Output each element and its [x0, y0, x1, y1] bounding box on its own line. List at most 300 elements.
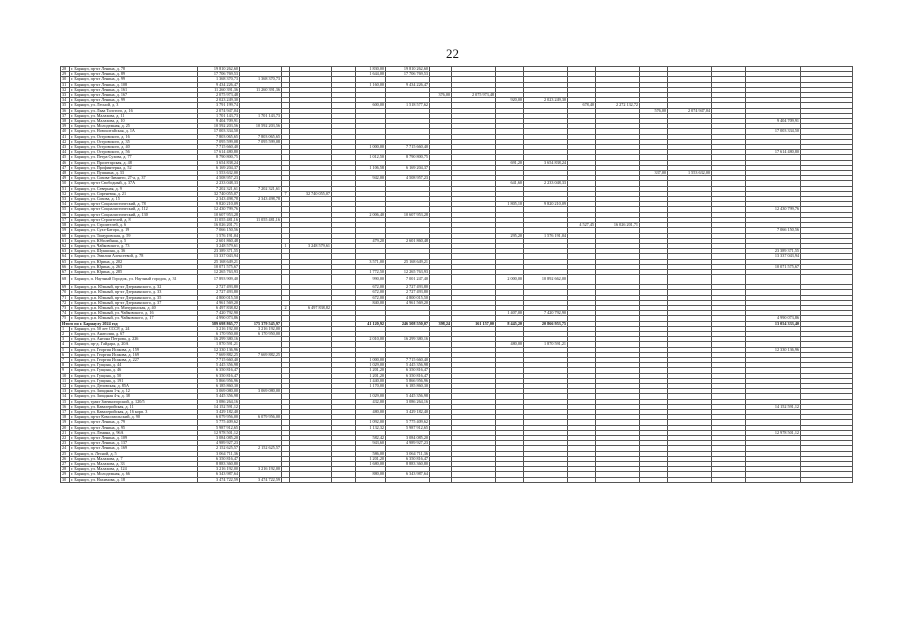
value-cell: 7 803 065,65: [240, 134, 282, 139]
value-cell: 3 474 722,59: [198, 477, 240, 482]
address-cell: г. Барнаул, пр-кт Ленина, д. 99: [70, 77, 198, 82]
row-number-cell: 59: [61, 228, 70, 233]
address-cell: г. Барнаул, ул. Гущина, д. 191: [70, 378, 198, 383]
value-cell: [668, 275, 712, 285]
address-cell: г. Барнаул, р.п. Южный, ул. Чайковского, д. 16: [70, 311, 198, 316]
value-cell: 3 654 838,24: [198, 160, 240, 165]
address-cell: г. Барнаул, ул. Ленина, д. 96А: [70, 430, 198, 435]
address-cell: г. Барнаул, ул. Молодежная, д. 25: [70, 124, 198, 129]
value-cell: 3 248 579,61: [290, 243, 332, 248]
value-cell: 3 791 199,74: [198, 103, 240, 108]
value-cell: [332, 275, 356, 285]
value-cell: 17 706 769,53: [198, 72, 240, 77]
address-cell: г. Барнаул, пр-кт Свободный, д. 37А: [70, 181, 198, 186]
row-number-cell: 12: [61, 383, 70, 388]
value-cell: 5 775 409,62: [198, 420, 240, 425]
value-cell: 4 961 569,20: [198, 300, 240, 305]
row-number-cell: 62: [61, 243, 70, 248]
row-number-cell: 17: [61, 410, 70, 415]
row-number-cell: 65: [61, 259, 70, 264]
value-cell: 11 055 481,16: [198, 217, 240, 222]
address-cell: г. Барнаул, пр-д. Гайдара, д. 20А: [70, 342, 198, 347]
value-cell: 1 870 591,21: [198, 342, 240, 347]
value-cell: 943,60: [356, 441, 386, 446]
value-cell: 19 810 262,60: [386, 67, 430, 72]
value-cell: 1 440,00: [356, 378, 386, 383]
value-cell: 3 429 182,40: [386, 410, 430, 415]
value-cell: 1 368 370,73: [198, 77, 240, 82]
value-cell: 672,00: [356, 290, 386, 295]
value-cell: 4 990 073,86: [746, 316, 801, 321]
row-number-cell: 27: [61, 462, 70, 467]
address-cell: г. Барнаул, ул. 50 лет СССР, д. 24: [70, 326, 198, 331]
value-cell: 41 120,92: [356, 321, 386, 326]
value-cell: 10 892 662,00: [524, 275, 568, 285]
value-cell: 11 055 481,16: [240, 217, 282, 222]
value-cell: 2 727 493,80: [386, 290, 430, 295]
address-cell: г. Барнаул, ул. Кавалерийская, д. 11: [70, 404, 198, 409]
row-number-cell: 7: [61, 357, 70, 362]
address-cell: г. Барнаул, пр-кт Ленина, д. 167: [70, 93, 198, 98]
address-cell: г. Барнаул, ул. Нахимова, д. 18: [70, 477, 198, 482]
value-cell: 17 003 334,50: [746, 129, 801, 134]
address-cell: г. Барнаул, пр-кт Ленина, д. 109: [70, 436, 198, 441]
address-cell: г. Барнаул, ул. Анатолия, д. 67: [70, 331, 198, 336]
address-cell: г. Барнаул, ул. Гущина, д. 44: [70, 363, 198, 368]
value-cell: 4 508 957,23: [386, 176, 430, 181]
value-cell: 376,00: [430, 93, 452, 98]
row-number-cell: 29: [61, 472, 70, 477]
value-cell: 6 170 950,00: [198, 331, 240, 336]
value-cell: [668, 477, 712, 482]
value-cell: 7 715 660,40: [386, 145, 430, 150]
value-cell: 12 430 799,76: [198, 207, 240, 212]
value-cell: 6 343 987,64: [198, 472, 240, 477]
value-cell: 6 350 816,47: [386, 456, 430, 461]
row-number-cell: 67: [61, 269, 70, 274]
value-cell: [746, 477, 801, 482]
address-cell: г. Барнаул, ул. Сизова, д. 15: [70, 197, 198, 202]
row-number-cell: 63: [61, 249, 70, 254]
value-cell: [596, 275, 640, 285]
value-cell: 2 075 973,48: [198, 93, 240, 98]
value-cell: 1 012,50: [356, 155, 386, 160]
value-cell: 6 350 816,47: [198, 373, 240, 378]
address-cell: г. Барнаул, ул. Шукшина, д. 36: [70, 249, 198, 254]
value-cell: 1 029,00: [356, 394, 386, 399]
value-cell: 6 185 860,30: [198, 383, 240, 388]
value-cell: [386, 477, 430, 482]
row-number-cell: 40: [61, 129, 70, 134]
value-cell: 3 086 264,16: [198, 399, 240, 404]
value-cell: 641,60: [496, 181, 524, 186]
row-number-cell: 64: [61, 254, 70, 259]
value-cell: 8 883 360,80: [198, 462, 240, 467]
value-cell: 12 330 136,96: [746, 347, 801, 352]
value-cell: 5 775 409,62: [386, 420, 430, 425]
row-number-cell: 18: [61, 415, 70, 420]
value-cell: [332, 477, 356, 482]
value-cell: 7: [282, 191, 290, 196]
row-number-cell: 53: [61, 197, 70, 202]
value-cell: 990,00: [356, 275, 386, 285]
address-cell: г. Барнаул, пр-кт Ленина, д. 78: [70, 67, 198, 72]
address-cell: г. Барнаул, ул. Пушкина, д. 33: [70, 171, 198, 176]
value-cell: 8 790 800,75: [386, 155, 430, 160]
value-cell: 14 152 591,12: [746, 404, 801, 409]
value-cell: 13 337 043,94: [746, 254, 801, 259]
value-cell: 678,40: [568, 103, 596, 108]
row-number-cell: 68: [61, 275, 70, 285]
value-cell: [356, 477, 386, 482]
value-cell: 1 000,00: [356, 357, 386, 362]
address-cell: г. Барнаул, пр-кт Ленина, д. 89: [70, 72, 198, 77]
row-number-cell: 28: [61, 67, 70, 72]
row-number-cell: 5: [61, 347, 70, 352]
row-number-cell: 22: [61, 436, 70, 441]
value-cell: [712, 477, 746, 482]
value-cell: 600,00: [356, 103, 386, 108]
address-cell: г. Барнаул, ул. Сиреневая, д. 21: [70, 191, 198, 196]
value-cell: 6 350 816,47: [386, 368, 430, 373]
row-number-cell: 74: [61, 311, 70, 316]
value-cell: 12 265 763,93: [386, 269, 430, 274]
value-cell: 1 106,58: [356, 165, 386, 170]
value-cell: 4 989 927,23: [198, 441, 240, 446]
row-number-cell: 24: [61, 446, 70, 451]
row-number-cell: 1: [61, 326, 70, 331]
value-cell: 4 508 957,23: [198, 176, 240, 181]
value-cell: 3 064 711,36: [198, 451, 240, 456]
value-cell: 7 001 247,40: [386, 275, 430, 285]
value-cell: 7 202 321,61: [198, 186, 240, 191]
value-cell: 7 420 792,90: [524, 311, 568, 316]
value-cell: 6 350 816,47: [198, 368, 240, 373]
value-cell: 4 527,45: [568, 223, 596, 228]
row-number-cell: 54: [61, 202, 70, 207]
value-cell: 4 800 015,50: [386, 295, 430, 300]
address-cell: г. Барнаул, ул. Юбилейная, д. 5: [70, 238, 198, 243]
value-cell: 25 168 649,21: [198, 259, 240, 264]
value-cell: 161 157,00: [452, 321, 496, 326]
value-cell: 582,42: [356, 436, 386, 441]
value-cell: 5 987 912,65: [198, 425, 240, 430]
value-cell: 1 518 577,62: [386, 103, 430, 108]
address-cell: г. Барнаул, пр-кт Социалистический, д. 78: [70, 202, 198, 207]
value-cell: 5 445 356,98: [198, 394, 240, 399]
row-number-cell: 6: [61, 352, 70, 357]
value-cell: 1 576 191,04: [524, 233, 568, 238]
value-cell: 3 069 080,00: [240, 389, 282, 394]
value-cell: 16 026 201,71: [198, 223, 240, 228]
value-cell: [452, 275, 496, 285]
row-number-cell: 51: [61, 186, 70, 191]
value-cell: 6 079 956,00: [240, 415, 282, 420]
value-cell: 7 066 150,56: [746, 228, 801, 233]
value-cell: 1 368 370,73: [240, 77, 282, 82]
value-cell: 2 272 132,72: [596, 103, 640, 108]
address-cell: г. Барнаул, ул. Георгия Исакова, д. 227: [70, 357, 198, 362]
value-cell: 9 434 226,47: [198, 82, 240, 87]
row-number-cell: 48: [61, 171, 70, 176]
value-cell: 3 084 085,20: [386, 436, 430, 441]
value-cell: 1 201,20: [356, 373, 386, 378]
row-number-cell: 44: [61, 150, 70, 155]
value-cell: 1 576 191,04: [198, 233, 240, 238]
value-cell: 16 026 201,71: [596, 223, 640, 228]
row-number-cell: 15: [61, 399, 70, 404]
row-number-cell: 58: [61, 223, 70, 228]
address-cell: г. Барнаул, р.п. Южный, пр-кт Дзержинского, д. 33: [70, 290, 198, 295]
row-number-cell: 3: [61, 337, 70, 342]
row-number-cell: 29: [61, 72, 70, 77]
address-cell: г. Барнаул, пр-кт Ленина, д. 108: [70, 82, 198, 87]
address-cell: г. Барнаул, пр-кт Социалистический, д. 112: [70, 207, 198, 212]
address-cell: г. Барнаул, ул. Малахова, д. 7: [70, 456, 198, 461]
value-cell: 2 343 498,78: [198, 197, 240, 202]
value-cell: 1: [282, 243, 290, 248]
row-number-cell: 61: [61, 238, 70, 243]
value-cell: 16 299 380,16: [198, 337, 240, 342]
value-cell: 880,00: [356, 472, 386, 477]
address-cell: г. Барнаул, ул. Западная 1-я, д. 12: [70, 389, 198, 394]
value-cell: [746, 275, 801, 285]
address-cell: г. Барнаул, р.п. Южный, пр-кт Дзержинского, д. 32: [70, 285, 198, 290]
value-cell: 4 990 073,86: [198, 316, 240, 321]
value-cell: 479,20: [356, 238, 386, 243]
row-number-cell: 43: [61, 145, 70, 150]
value-cell: 295,20: [496, 233, 524, 238]
value-cell: 3 474 722,59: [240, 477, 282, 482]
value-cell: 8 883 360,80: [386, 462, 430, 467]
value-cell: 2 601 860,48: [386, 238, 430, 243]
value-cell: 1 553 632,00: [198, 171, 240, 176]
value-cell: 942,00: [356, 176, 386, 181]
row-number-cell: 35: [61, 103, 70, 108]
value-cell: [801, 477, 853, 482]
address-cell: г. Барнаул, р.п. Южный, ул. Чайковского, д. 17: [70, 316, 198, 321]
address-cell: г. Барнаул, пр-кт Ленина, д. 169: [70, 446, 198, 451]
address-cell: г. Барнаул, ул. Юрина, д. 285: [70, 269, 198, 274]
value-cell: 6 169 204,37: [386, 165, 430, 170]
address-cell: г. Барнаул, р.п. Южный, ул. Мичуринская, д. 40: [70, 305, 198, 310]
value-cell: [290, 275, 332, 285]
value-cell: [282, 275, 290, 285]
row-number-cell: 55: [61, 207, 70, 212]
address-cell: г. Барнаул, ул. Гущина, д. 50: [70, 373, 198, 378]
row-number-cell: 37: [61, 113, 70, 118]
value-cell: 3 216 192,00: [198, 467, 240, 472]
value-cell: 7 420 792,90: [198, 311, 240, 316]
address-cell: г. Барнаул, ул. Льва Толстого, д. 16: [70, 108, 198, 113]
address-cell: г. Барнаул, пр-кт Ленина, д. 95: [70, 425, 198, 430]
row-number-cell: 36: [61, 108, 70, 113]
address-cell: г. Барнаул, пр-кт Ленина, д. 99: [70, 98, 198, 103]
address-cell: г. Барнаул, ул. Молодежная, д. 66: [70, 472, 198, 477]
value-cell: 3 654 838,24: [524, 160, 568, 165]
value-cell: 691,20: [496, 160, 524, 165]
value-cell: 3 086 264,16: [386, 399, 430, 404]
value-cell: 9 820 210,09: [198, 202, 240, 207]
row-number-cell: 75: [61, 316, 70, 321]
value-cell: 7 669 882,25: [198, 352, 240, 357]
value-cell: 32 740 055,07: [198, 191, 240, 196]
row-number-cell: 70: [61, 290, 70, 295]
value-cell: 5 866 956,96: [386, 378, 430, 383]
value-cell: 7 669 882,25: [240, 352, 282, 357]
address-cell: г. Барнаул, ул. Юрина, д. 202: [70, 259, 198, 264]
value-cell: [596, 477, 640, 482]
row-number-cell: 30: [61, 477, 70, 482]
value-cell: 8 445,20: [496, 321, 524, 326]
value-cell: 2 727 493,80: [198, 290, 240, 295]
value-cell: 175 379 545,97: [240, 321, 282, 326]
value-cell: 5 445 356,98: [386, 394, 430, 399]
value-cell: 6 497 838,82: [198, 305, 240, 310]
table-row: [61, 477, 853, 482]
address-cell: г. Барнаул, пр-кт Ленина, д. 137: [70, 441, 198, 446]
row-number-cell: 20: [61, 425, 70, 430]
value-cell: 480,00: [496, 342, 524, 347]
address-cell: г. Барнаул, ул. Новоалтайская, д. 1А: [70, 129, 198, 134]
value-cell: 337,00: [640, 171, 668, 176]
value-cell: 2 152 625,57: [198, 446, 240, 451]
row-number-cell: 33: [61, 93, 70, 98]
value-cell: [282, 477, 290, 482]
row-number-cell: 25: [61, 451, 70, 456]
table-row: [61, 275, 853, 285]
address-cell: г. Барнаул, пр-кт Социалистический, д. 130: [70, 212, 198, 217]
value-cell: 10 592 203,56: [198, 124, 240, 129]
value-cell: 9 404 709,91: [746, 119, 801, 124]
value-cell: 2 233 048,33: [524, 181, 568, 186]
row-number-cell: 31: [61, 82, 70, 87]
value-cell: 1 870 591,21: [524, 342, 568, 347]
row-number-cell: 23: [61, 441, 70, 446]
value-cell: 9 434 226,47: [386, 82, 430, 87]
row-number-cell: 52: [61, 191, 70, 196]
address-cell: г. Барнаул, ул. Сизова-Зимнего, 27-а, д. 37: [70, 176, 198, 181]
address-cell: г. Барнаул, пр-кт Ленина, д. 161: [70, 87, 198, 92]
value-cell: 672,00: [356, 295, 386, 300]
address-cell: г. Барнаул, ул. Строителей, д. 6: [70, 223, 198, 228]
address-cell: г. Барнаул, пр-кт Ленина, д. 79: [70, 420, 198, 425]
value-cell: 586,00: [356, 451, 386, 456]
value-cell: 1 092,00: [356, 420, 386, 425]
address-cell: г. Барнаул, ул. Профинтерна, д. 52: [70, 165, 198, 170]
value-cell: 2: [282, 305, 290, 310]
address-cell: г. Барнаул, тракт Змеиногорский, д. 120/5: [70, 399, 198, 404]
value-cell: 1 201,20: [356, 368, 386, 373]
value-cell: [430, 477, 452, 482]
address-cell: г. Барнаул, п. Научный Городок, ул. Научный городок, д. 31: [70, 275, 198, 285]
value-cell: 2 233 048,33: [198, 181, 240, 186]
row-number-cell: 72: [61, 300, 70, 305]
value-cell: 9 820 210,09: [524, 202, 568, 207]
value-cell: 7 715 660,40: [386, 357, 430, 362]
value-cell: 2 152 625,57: [240, 446, 282, 451]
value-cell: [240, 275, 282, 285]
address-cell: г. Барнаул, пр-кт Строителей, д. 8: [70, 217, 198, 222]
value-cell: 23 389 371,55: [198, 249, 240, 254]
value-cell: 3 069 080,00: [198, 389, 240, 394]
value-cell: 246 508 550,07: [386, 321, 430, 326]
value-cell: 2 075 973,48: [452, 93, 496, 98]
address-cell: г. Барнаул, ул. Кавалерийская, д. 16 корп. 3: [70, 410, 198, 415]
row-number-cell: 14: [61, 394, 70, 399]
row-number-cell: 28: [61, 467, 70, 472]
address-cell: г. Барнаул, пр-кт Комсомольский, д. 90: [70, 415, 198, 420]
value-cell: 6 497 838,82: [290, 305, 332, 310]
row-number-cell: 50: [61, 181, 70, 186]
value-cell: 1 701 143,73: [198, 113, 240, 118]
row-number-cell: 66: [61, 264, 70, 269]
row-number-cell: 73: [61, 305, 70, 310]
address-cell: г. Барнаул, ул. Западная 4-я, д. 38: [70, 394, 198, 399]
value-cell: 3 084 085,20: [198, 436, 240, 441]
address-cell: г. Барнаул, ул. Чайковского, д. 73: [70, 243, 198, 248]
value-cell: 6 350 816,47: [198, 456, 240, 461]
value-cell: 3 248 579,61: [198, 243, 240, 248]
row-number-cell: 8: [61, 363, 70, 368]
address-cell: г. Барнаул, ул. Пролетарская, д. 48: [70, 160, 198, 165]
value-cell: 480,00: [356, 410, 386, 415]
value-cell: 1 000,00: [356, 145, 386, 150]
value-cell: 5 445 356,98: [198, 363, 240, 368]
value-cell: 20 866 953,75: [524, 321, 568, 326]
row-number-cell: 56: [61, 212, 70, 217]
address-cell: г. Барнаул, ул. Георгия Исакова, д. 169: [70, 352, 198, 357]
value-cell: 1 407,00: [496, 311, 524, 316]
value-cell: [640, 275, 668, 285]
value-cell: 17 614 480,80: [746, 150, 801, 155]
value-cell: 2 343 498,78: [240, 197, 282, 202]
row-number-cell: 47: [61, 165, 70, 170]
address-cell: г. Барнаул, ул. Малахова, д. 11: [70, 113, 198, 118]
value-cell: 3 216 192,00: [240, 467, 282, 472]
value-cell: 7 095 599,08: [198, 139, 240, 144]
value-cell: 2 000,00: [496, 275, 524, 285]
row-number-cell: 21: [61, 430, 70, 435]
row-number-cell: Итого по г. Барнаулу 2024 год: [61, 321, 198, 326]
row-number-cell: 41: [61, 134, 70, 139]
value-cell: 2 006,40: [356, 212, 386, 217]
value-cell: 2 727 493,80: [198, 285, 240, 290]
value-cell: 12 430 799,76: [746, 207, 801, 212]
value-cell: 7 095 599,08: [240, 139, 282, 144]
value-cell: 576,00: [640, 108, 668, 113]
address-cell: г. Барнаул, ул. Антона Петрова, д. 226: [70, 337, 198, 342]
value-cell: 16 299 380,16: [386, 337, 430, 342]
value-cell: 10 071 575,67: [198, 264, 240, 269]
value-cell: 25 168 649,21: [386, 259, 430, 264]
value-cell: [524, 477, 568, 482]
value-cell: 2 601 860,48: [198, 238, 240, 243]
address-cell: г. Барнаул, ул. Георгия Исакова, д. 159: [70, 347, 198, 352]
value-cell: 10 071 575,67: [746, 264, 801, 269]
value-cell: 17 893 909,40: [198, 275, 240, 285]
data-table: [60, 66, 853, 483]
row-number-cell: 30: [61, 77, 70, 82]
value-cell: 2 010,00: [356, 337, 386, 342]
address-cell: г. Барнаул, ул. Лесной, д. 3: [70, 103, 198, 108]
address-cell: г. Барнаул, р.п. Южный, пр-кт Дзержинского, д. 35: [70, 295, 198, 300]
value-cell: 2 727 493,80: [386, 285, 430, 290]
value-cell: 8 790 800,75: [198, 155, 240, 160]
value-cell: [290, 477, 332, 482]
value-cell: 7 202 321,61: [240, 186, 282, 191]
row-number-cell: 4: [61, 342, 70, 347]
